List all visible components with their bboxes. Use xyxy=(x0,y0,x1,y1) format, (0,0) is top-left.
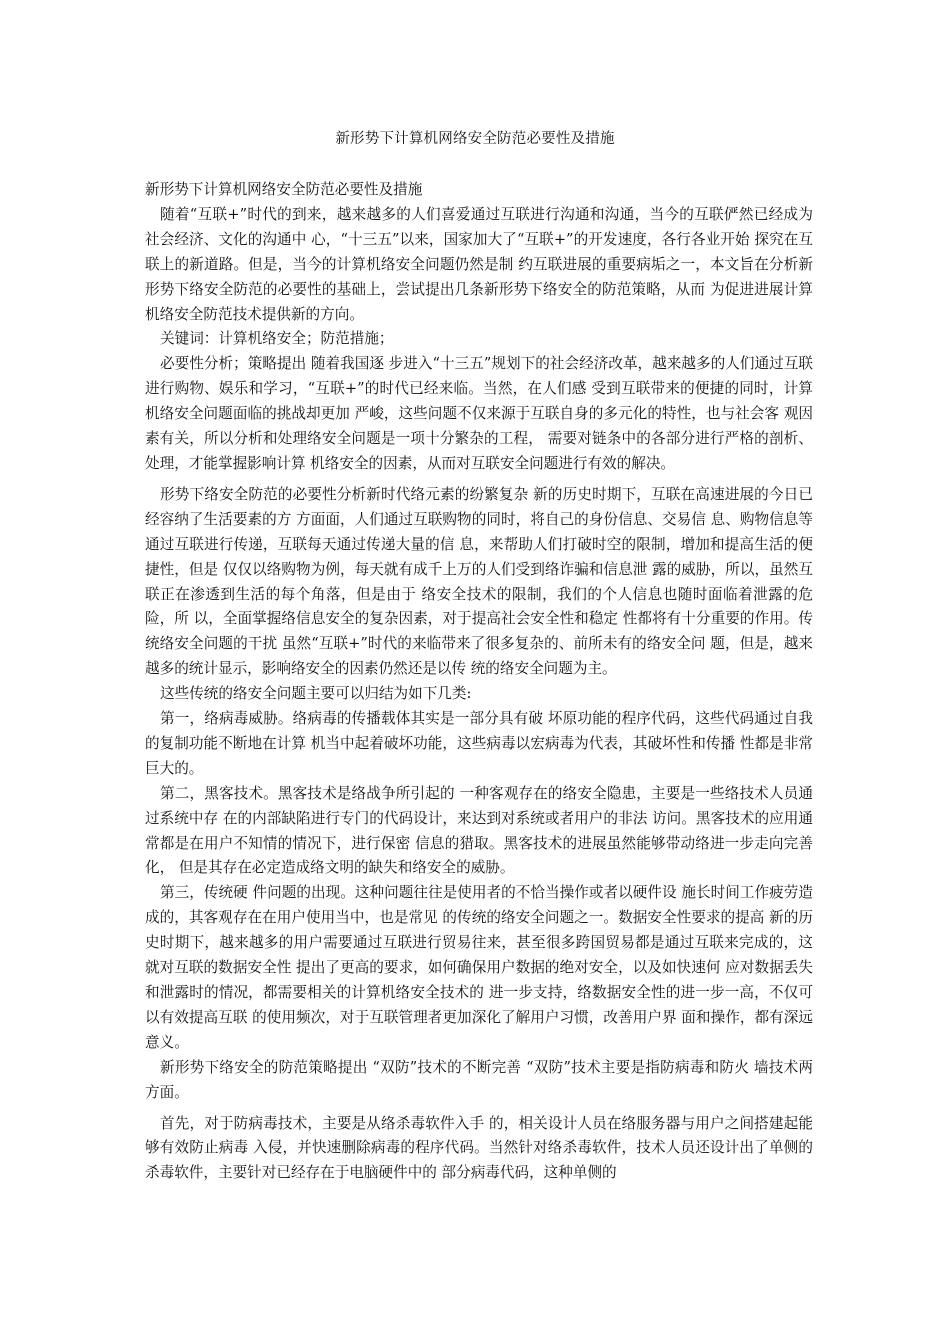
paragraph-abstract: 随着“互联+”时代的到来，越来越多的人们喜爱通过互联进行沟通和沟通，当今的互联俨然已经成为社会经济、文化的沟通中 心，“十三五”以来，国家加大了“互联+”的开发速度，各行各业开始 探究在互联上的新道路。但是，当今的计算机络安全问题仍然是制 约互联进展的重要病垢之一，本文旨在分析新形势下络安全防范的必要性的基础上，尝试提出几条新形势下络安全的防范策略，从而 为促进进展计算机络安全防范技术提供新的方向。 xyxy=(145,205,813,323)
paragraph-heading: 新形势下计算机网络安全防范必要性及措施 xyxy=(145,181,423,198)
paragraph-third: 第三，传统硬 件问题的出现。这种问题往往是使用者的不恰当操作或者以硬件设 施长时间工作疲劳造成的，其客观存在在用户使用当中，也是常见 的传统的络安全问题之一。数据安全性要求的提高 新的历史时期下，越来越多的用户需要通过互联进行贸易往来，甚至很多跨国贸易都是通过互联来完成的，这就对互联的数据安全性 提出了更高的要求，如何确保用户数据的绝对安全，以及如快速何 应对数据丢失和泄露时的情况，都需要相关的计算机络安全技术的 进一步支持，络数据安全性的进一步一高，不仅可以有效提高互联 的使用频次，对于互联管理者更加深化了解用户习惯，改善用户界 面和操作，都有深远意义。 xyxy=(145,884,813,1051)
document-title: 新形势下计算机网络安全防范必要性及措施 xyxy=(335,131,615,147)
paragraph-categories: 这些传统的络安全问题主要可以归结为如下几类: xyxy=(160,685,472,703)
paragraph-second: 第二，黑客技术。黑客技术是络战争所引起的 一种客观存在的络安全隐患，主要是一些络技术人员通过系统中存 在的内部缺陷进行专门的代码设计，来达到对系统或者用户的非法 访问。黑客技术的应用通常都是在用户不知情的情况下，进行保密 信息的猎取。黑客技术的进展虽然能够带动络进一步走向完善化， 但是其存在必定造成络文明的缺失和络安全的威胁。 xyxy=(145,784,813,877)
paragraph-keywords: 关键词：计算机络安全；防范措施； xyxy=(160,330,394,348)
paragraph-first: 第一，络病毒威胁。络病毒的传播载体其实是一部分具有破 坏原功能的程序代码，这些代码通过自我的复制功能不断地在计算 机当中起着破坏功能，这些病毒以宏病毒为代表，其破坏性和传播 性都是非常巨大的。 xyxy=(145,710,813,777)
paragraph-analysis: 形势下络安全防范的必要性分析新时代络元素的纷繁复杂 新的历史时期下，互联在高速进展的今日已经容纳了生活要素的方 方面面，人们通过互联购物的同时，将自己的身份信息、交易信 息、购物信息等通过互联进行传递，互联每天通过传递大量的信 息，来帮助人们打破时空的限制，增加和提高生活的便捷性，但是 仅仅以络购物为例，每天就有成千上万的人们受到络诈骗和信息泄 露的威胁，所以，虽然互联正在渗透到生活的每个角落，但是由于 络安全技术的限制，我们的个人信息也随时面临着泄露的危险，所 以，全面掌握络信息安全的复杂因素，对于提高社会安全性和稳定 性都将有十分重要的作用。传统络安全问题的干扰 虽然“互联+”时代的来临带来了很多复杂的、前所未有的络安全问 题，但是，越来越多的统计显示，影响络安全的因素仍然还是以传 统的络安全问题为主。 xyxy=(145,485,813,678)
paragraph-necessity: 必要性分析；策略提出 随着我国逐 步进入“十三五”规划下的社会经济改革，越来越多的人们通过互联 进行购物、娱乐和学习，“互联+”的时代已经来临。当然，在人们感 受到互联带来的便捷的同时，计算机络安全问题面临的挑战却更加 严峻，这些问题不仅来源于互联自身的多元化的特性，也与社会客 观因素有关，所以分析和处理络安全问题是一项十分繁杂的工程， 需要对链条中的各部分进行严格的剖析、处理，才能掌握影响计算 机络安全的因素，从而对互联安全问题进行有效的解决。 xyxy=(145,355,813,472)
document-body xyxy=(145,178,813,1186)
paragraph-strategy: 新形势下络安全的防范策略提出 “双防”技术的不断完善 “双防”技术主要是指防病毒和防火 墙技术两方面。 xyxy=(145,1058,813,1101)
paragraph-antivirus: 首先，对于防病毒技术，主要是从络杀毒软件入手 的，相关设计人员在络服务器与用户之间搭建起能够有效防止病毒 入侵，并快速删除病毒的程序代码。当然针对络杀毒软件，技术人员还设计出了单侧的杀毒软件，主要针对已经存在于电脑硬件中的 部分病毒代码，这种单侧的 xyxy=(145,1114,813,1182)
